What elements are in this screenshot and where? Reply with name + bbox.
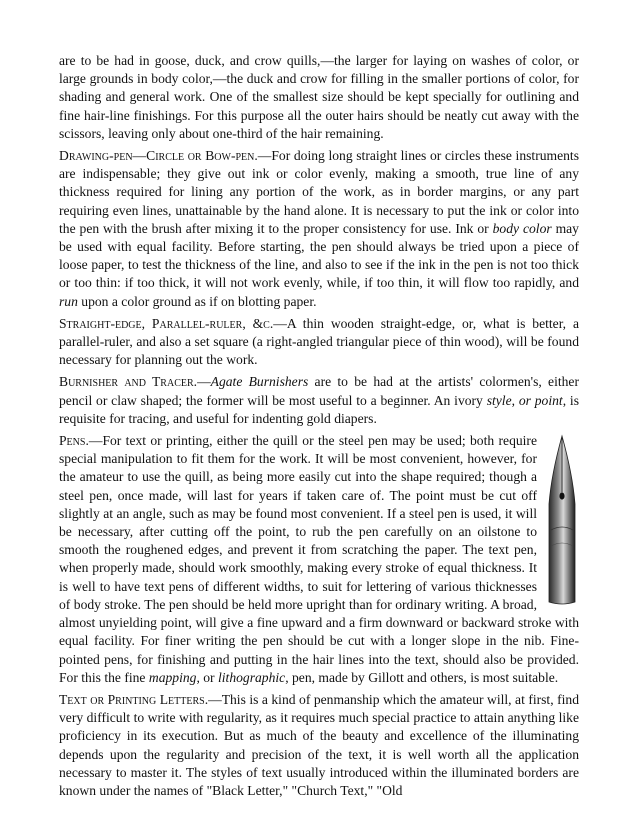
paragraph-pens: Pens.—For text or printing, either the quill or the steel pen may be used; both require special manipulation to fit them for the work. It will be most convenient, however, for the amateur to use the quill, as being more easily cut into the shape required; though a steel pen, once made, will last for years if taken care of. The point must be cut off slightly at an angle, such as may be found most convenient. If a steel pen is used, it will be necessary, after cutting off the point, to rub the pen carefully on an oilstone to smooth the roughened edges, and prevent it from scratching the paper. The text pen, when properly made, should work smoothly, making every stroke of equal thickness. It is well to have text pens of different widths, to suit for lettering of various thicknesses of body stroke. The pen should be held more upright than for ordinary writing. A broad, almost unyielding point, will give a fine upward and a firm downward or backward stroke with equal facility. For finer writing the pen should be cut with a longer slope in the nib. Fine-pointed pens, for finishing and putting in the hair lines into the text, should also be provided. For this the fine mapping, or lithographic, pen, made by Gillott and others, is most suitable. — [59, 433, 579, 685]
body-text — [59, 52, 579, 804]
steel-pen-nib-icon — [545, 434, 579, 606]
section-heading-straight-edge: Straight-edge, Parallel-ruler, &c. — [59, 315, 274, 331]
paragraph-burnisher: Burnisher and Tracer.—Agate Burnishers are to be had at the artists' colormen's, either pencil or claw shaped; the former will be most useful to a beginner. An ivory style, or point, is requisite for tracing, and useful for indenting gold diapers. — [59, 374, 579, 426]
section-heading-pens: Pens. — [59, 433, 89, 449]
section-heading-drawing-pen: Drawing-pen—Circle or Bow-pen. — [59, 148, 258, 164]
paragraph-intro: are to be had in goose, duck, and crow quills,—the larger for laying on washes of color, or large grounds in body color,—the duck and crow for filling in the smaller portions of color, for shading and general work. One of the smallest size should be kept specially for outlining and fine hair-line finishings. For this purpose all the outer hairs should be neatly cut away with the scissors, leaving only about one-third of the hair remaining. — [59, 53, 579, 141]
paragraph-straight-edge: Straight-edge, Parallel-ruler, &c.—A thin wooden straight-edge, or, what is better, a parallel-ruler, and also a set square (a right-angled triangular piece of thin wood), will be found necessary for planning out the work. — [59, 315, 579, 368]
section-heading-burnisher: Burnisher and Tracer. — [59, 374, 198, 390]
paragraph-drawing-pen: Drawing-pen—Circle or Bow-pen.—For doing long straight lines or circles these instruments are indispensable; they give out ink or color evenly, making a smooth, true line of any thickness required for lining any portion of the work, as in border margins, or any part requiring even lines, unattainable by the hand alone. It is necessary to put the ink or color into the pen with the brush after mixing it to the proper consistency for use. Ink or body color may be used with equal facility. Before starting, the pen should always be tried upon a piece of loose paper, to test the thickness of the line, and also to see if the ink in the pen is not too thick or too thin: if too thick, it will not work evenly, while, if too thin, it will flow too rapidly, and run upon a color ground as if on blotting paper. — [59, 148, 579, 309]
paragraph-text-letters: Text or Printing Letters.—This is a kind of penmanship which the amateur will, at first, find very difficult to write with regularity, as it requires much special practice to attain anything like proficiency in its execution. But as much of the beauty and excellence of the illuminating depends upon the regularity and precision of the text, it is well worth all the application necessary to master it. The styles of text usually introduced within the illuminated borders are known under the names of "Black Letter," "Church Text," "Old — [59, 691, 579, 798]
section-heading-text-letters: Text or Printing Letters. — [59, 691, 209, 707]
